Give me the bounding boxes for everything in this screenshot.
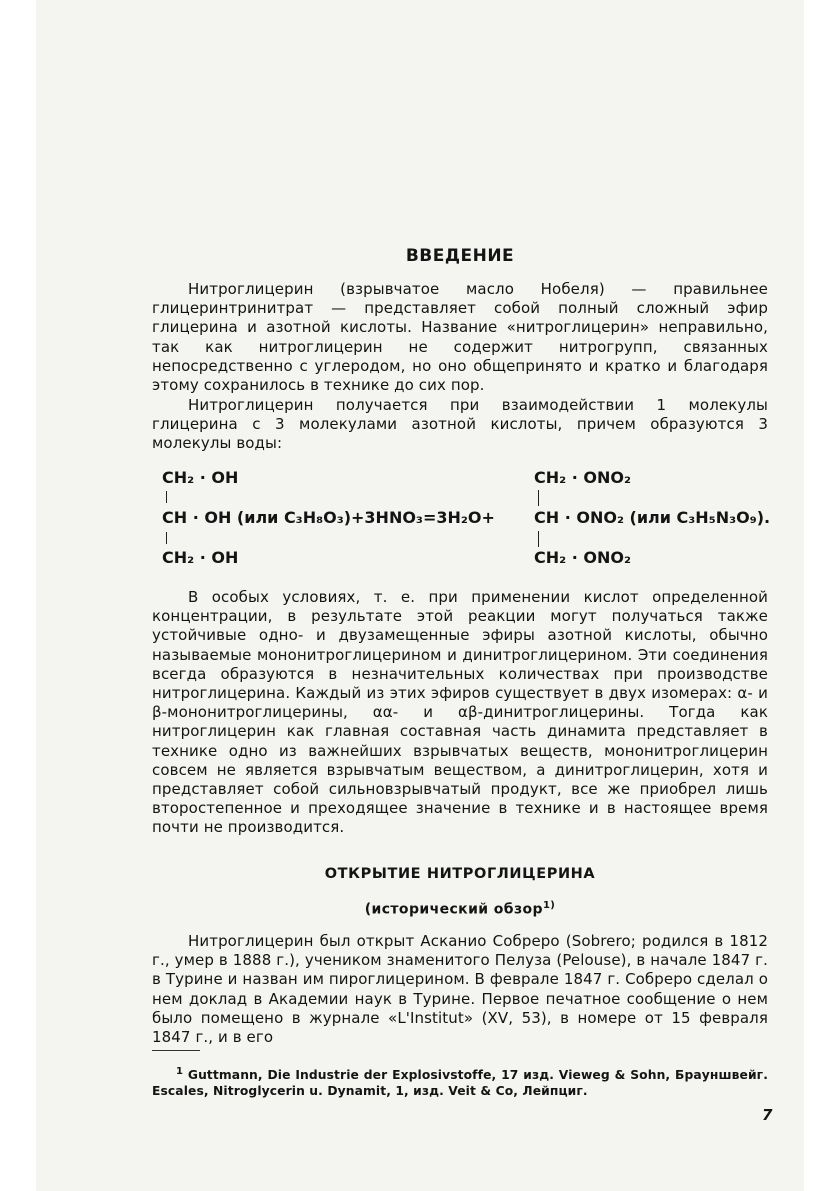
formula-left-bottom: CH₂ · OH xyxy=(162,548,239,567)
bond-line xyxy=(538,490,539,506)
bond-line xyxy=(166,491,167,503)
formula-right-middle: CH · ONO₂ (или C₃H₅N₃O₉). xyxy=(534,508,771,527)
formula-left-top: CH₂ · OH xyxy=(162,468,239,487)
body-paragraph-3: В особых условиях, т. е. при применении кислот определенной концентрации, в результате этой реакции могут получаться также устойчивые одно- и двузамещенные эфиры азотной кислоты, обычно называемые мононитроглицерином и динитроглицерином. Эти соединения всегда образуются в незначительных количествах при производстве нитроглицерина. Каждый из этих эфиров существует в двух изомерах: α- и β-мононитроглицерины, αα- и αβ-динитроглицерины. Тогда как нитроглицерин как главная составная часть динамита представляет в технике одно из важнейших взрывчатых веществ, мононитроглицерин совсем не является взрывчатым веществом, а динитроглицерин, хотя и представляет собой сильновзрывчатый продукт, все же приобрел лишь второстепенное и преходящее значение в технике и в настоящее время почти не производится. xyxy=(152,588,768,837)
footnote-number: 1 xyxy=(176,1066,184,1077)
formula-right-bottom: CH₂ · ONO₂ xyxy=(534,548,631,567)
page-title: ВВЕДЕНИЕ xyxy=(405,246,515,266)
section-subheading xyxy=(152,900,768,918)
reaction-formula xyxy=(162,468,792,578)
bond-line xyxy=(166,532,167,544)
footnote-divider xyxy=(152,1050,200,1051)
subheading-text: (исторический обзор xyxy=(364,901,543,918)
formula-left-middle: CH · OH (или C₃H₈O₃)+3HNO₃=3H₂O+ xyxy=(162,508,495,527)
formula-right-top: CH₂ · ONO₂ xyxy=(534,468,631,487)
footnote xyxy=(152,1064,768,1099)
footnote-text: Guttmann, Die Industrie der Explosivstoffe, 17 изд. Vieweg & Sohn, Брауншвейг. Escales, Nitroglycerin u. Dynamit, 1, изд. Veit & Co, Лейпциг. xyxy=(152,1068,768,1099)
intro-paragraph-1: Нитроглицерин (взрывчатое масло Нобеля) — правильнее глицеринтринитрат — представляет собой полный сложный эфир глицерина и азотной кислоты. Название «нитроглицерин» неправильно, так как нитроглицерин не содержит нитрогрупп, связанных непосредственно с углеродом, но оно общепринято и кратко и благодаря этому сохранилось в технике до сих пор. xyxy=(152,280,768,395)
footnote-reference: 1) xyxy=(542,900,556,911)
bond-line xyxy=(538,531,539,547)
intro-paragraph-2: Нитроглицерин получается при взаимодействии 1 молекулы глицерина с 3 молекулами азотной кислоты, причем образуются 3 молекулы воды: xyxy=(152,396,768,453)
section-heading: ОТКРЫТИЕ НИТРОГЛИЦЕРИНА xyxy=(324,866,596,882)
page-number: 7 xyxy=(762,1106,773,1124)
body-paragraph-4: Нитроглицерин был открыт Асканио Собреро (Sobrero; родился в 1812 г., умер в 1888 г.), учеником знаменитого Пелуза (Pelouse), в начале 1847 г. в Турине и назван им пироглицерином. В феврале 1847 г. Собреро сделал о нем доклад в Академии наук в Турине. Первое печатное сообщение о нем было помещено в журнале «L'Institut» (XV, 53), в номере от 15 февраля 1847 г., и в его xyxy=(152,932,768,1047)
